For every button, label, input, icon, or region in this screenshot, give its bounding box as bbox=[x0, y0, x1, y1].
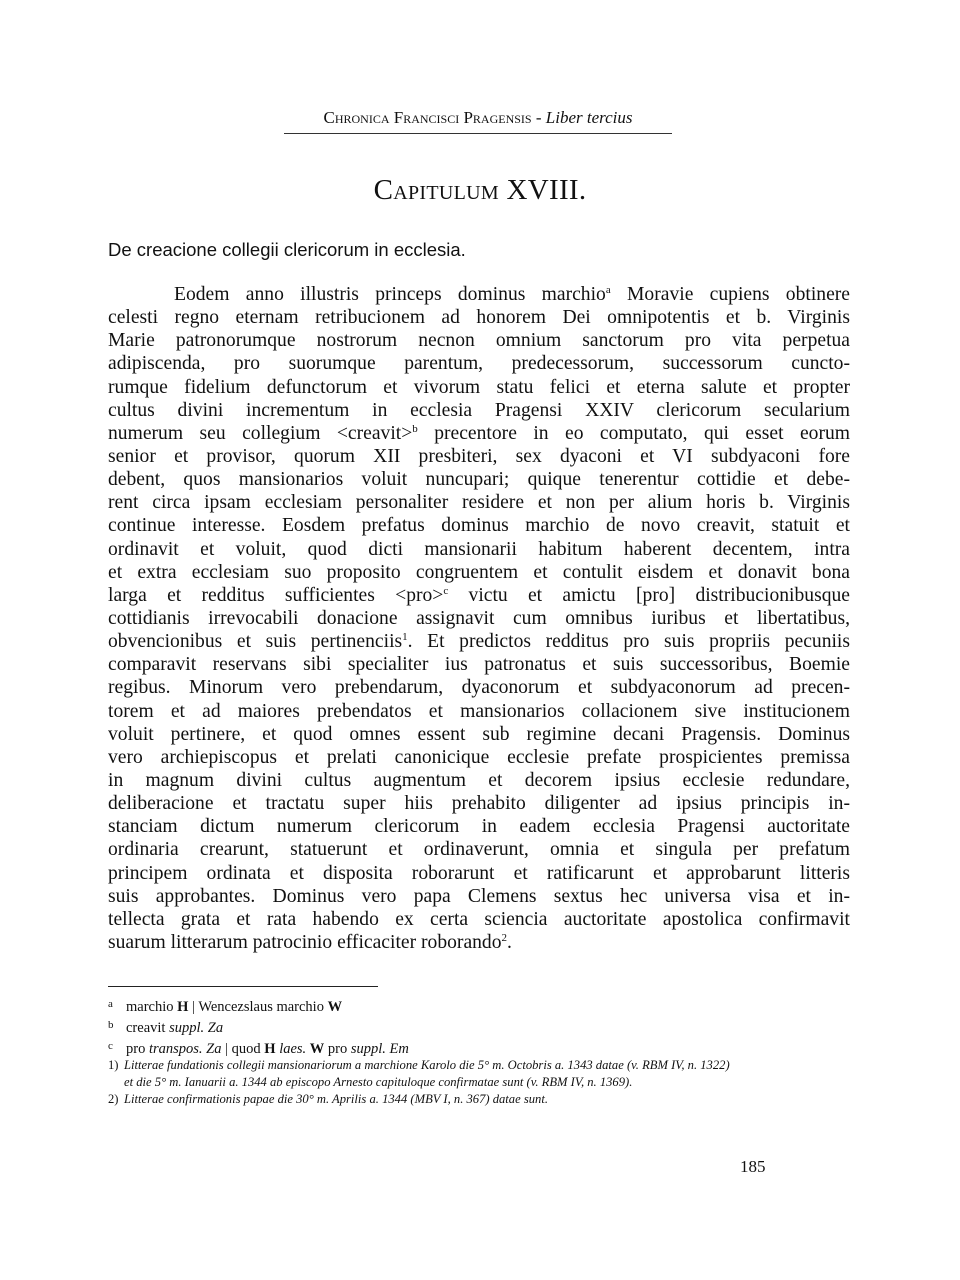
apparatus-entry bbox=[108, 994, 850, 1015]
apparatus-text: laes. bbox=[279, 1041, 307, 1057]
footnote-rule bbox=[108, 986, 378, 987]
apparatus-entry bbox=[108, 1015, 850, 1036]
body-line-text: stanciam dictum numerum clericorum in eadem ecclesia Pragensi auctoritate bbox=[108, 816, 850, 838]
body-line-text: regibus. Minorum vero prebendarum, dyaconorum et subdyaconorum ad precen- bbox=[108, 677, 850, 699]
body-line bbox=[108, 491, 850, 514]
running-head-book: Liber tercius bbox=[545, 108, 633, 127]
body-line bbox=[108, 723, 850, 746]
body-line-text: voluit pertinere, et quod omnes essent sub regimine decani Pragensis. Dominus bbox=[108, 723, 850, 745]
footnote-reference: a bbox=[605, 284, 611, 296]
apparatus-text: transpos. Za bbox=[148, 1041, 222, 1057]
body-line-text: celesti regno eternam retribucionem ad honorem Dei omnipotentis et b. Virginis bbox=[108, 307, 850, 329]
body-line bbox=[108, 653, 850, 676]
apparatus-text: pro bbox=[324, 1041, 351, 1057]
note-entry bbox=[108, 1057, 850, 1074]
apparatus-text: W bbox=[327, 999, 343, 1015]
apparatus-mark: c bbox=[108, 1040, 113, 1052]
note-entry bbox=[108, 1091, 850, 1108]
body-line bbox=[108, 283, 850, 306]
apparatus-entry bbox=[108, 1036, 850, 1057]
apparatus-mark: b bbox=[108, 1019, 114, 1031]
body-line-text: numerum seu collegium <creavit> bbox=[108, 422, 413, 444]
body-line bbox=[108, 769, 850, 792]
body-line-text: cottidianis irrevocabili donacione assignavit cum omnibus iuribus et libertatibus, bbox=[108, 607, 850, 629]
body-line-text: et extra ecclesiam suo proposito congruentem et contulit eisdem et donavit bona bbox=[108, 561, 850, 583]
body-line bbox=[108, 514, 850, 537]
body-line bbox=[108, 908, 850, 931]
body-line-text: rumque fidelium defunctorum et vivorum statu felici et eterna salute et propter bbox=[108, 376, 850, 398]
body-line-text: adipiscenda, pro suorumque parentum, predecessorum, successorum cuncto- bbox=[108, 353, 850, 375]
body-line-text: suarum litterarum patrocinio efficaciter roborando bbox=[108, 931, 502, 953]
running-head bbox=[284, 108, 672, 128]
body-line-text: principem ordinata et disposita roborarunt et ratificarunt et approbarunt litteris bbox=[108, 862, 850, 884]
body-line bbox=[108, 584, 850, 607]
body-line bbox=[108, 306, 850, 329]
footnote-reference: 1 bbox=[402, 631, 408, 644]
apparatus-text: H bbox=[264, 1041, 276, 1057]
body-line bbox=[108, 792, 850, 815]
apparatus-text: W bbox=[309, 1041, 325, 1057]
note-text: Litterae confirmationis papae die 30° m. Aprilis a. 1344 (MBV I, n. 367) datae sunt. bbox=[124, 1092, 548, 1106]
section-title: De creacione collegii clericorum in ecclesia. bbox=[108, 239, 466, 260]
body-line-text: Eodem anno illustris princeps dominus marchio bbox=[174, 284, 606, 305]
body-line-text: debent, quos mansionarios voluit nuncupari; quique tenerentur cottidie et debe- bbox=[108, 469, 850, 491]
body-line-text: senior et provisor, quorum XII presbiteri, sex dyaconi et VI subdyaconi fore bbox=[108, 445, 850, 467]
body-line-text: obvencionibus et suis pertinenciis bbox=[108, 631, 403, 653]
apparatus-text: suppl. Em bbox=[350, 1041, 409, 1057]
body-line bbox=[108, 538, 850, 561]
running-head-rule bbox=[284, 133, 672, 134]
body-line bbox=[108, 422, 850, 445]
running-head-separator: - bbox=[531, 108, 546, 127]
body-line bbox=[108, 376, 850, 399]
critical-apparatus bbox=[108, 994, 850, 1057]
apparatus-text: creavit bbox=[126, 1020, 170, 1036]
body-line-text: in magnum divini cultus augmentum et decorem ipsius ecclesie redundare, bbox=[108, 769, 850, 791]
body-line bbox=[108, 329, 850, 352]
body-line bbox=[108, 630, 850, 653]
body-line-text: precentore in eo computato, qui esset eorum bbox=[417, 422, 851, 444]
body-line-text: rent circa ipsam ecclesiam personaliter residere et non per alium horis b. Virginis bbox=[108, 492, 850, 514]
body-text bbox=[108, 283, 850, 954]
note-text: Litterae fundationis collegii mansionariorum a marchione Karolo die 5° m. Octobris a. 1343 datae (v. RBM IV, n. 1322) bbox=[124, 1058, 730, 1072]
apparatus-text: suppl. Za bbox=[169, 1020, 224, 1036]
body-line bbox=[108, 862, 850, 885]
body-line bbox=[108, 352, 850, 375]
body-line-text: torem et ad maiores prebendatos et mansionarios collacionem sive institucionem bbox=[108, 700, 850, 722]
footnote-reference: c bbox=[443, 584, 449, 597]
body-line-text: tellecta grata et rata habendo ex certa sciencia auctoritate apostolica confirmavit bbox=[108, 908, 850, 930]
footnote-reference: 2 bbox=[501, 931, 508, 944]
historical-notes bbox=[108, 1057, 850, 1108]
body-line-text: deliberacione et tractatu super hiis prehabito diligenter ad ipsius principis in- bbox=[108, 793, 850, 815]
body-line bbox=[108, 931, 850, 954]
body-line bbox=[108, 676, 850, 699]
body-line bbox=[108, 445, 850, 468]
body-line bbox=[108, 399, 850, 422]
body-line-text: victu et amictu [pro] distribucionibusque bbox=[448, 584, 850, 606]
body-line-text: comparavit reservans sibi specialiter ius patronatus et suis successoribus, Boemie bbox=[108, 654, 850, 676]
apparatus-text: | quod bbox=[221, 1041, 265, 1057]
body-line-text: . Et predictos redditus pro suis propriis pecuniis bbox=[407, 631, 851, 653]
apparatus-text: | Wencezslaus marchio bbox=[188, 999, 328, 1015]
body-line-text: continue interesse. Eosdem prefatus dominus marchio de novo creavit, statuit et bbox=[108, 515, 850, 537]
body-line-text: ordinavit et voluit, quod dicti mansionarii habitum haberent decentem, intra bbox=[108, 538, 850, 560]
body-line bbox=[108, 815, 850, 838]
body-line-text: cultus divini incrementum in ecclesia Pragensi XXIV clericorum secularium bbox=[108, 399, 850, 421]
body-line bbox=[108, 561, 850, 584]
body-line-text: Moravie cupiens obtinere bbox=[610, 284, 850, 305]
apparatus-text: marchio bbox=[126, 999, 178, 1015]
running-head-chronicle: Chronica Francisci Pragensis bbox=[323, 108, 532, 127]
body-line-text: Marie patronorumque nostrorum necnon omnium sanctorum pro vita perpetua bbox=[108, 330, 850, 352]
body-line-text: suis approbantes. Dominus vero papa Clemens sextus hec universa visa et in- bbox=[108, 885, 850, 907]
body-line bbox=[108, 838, 850, 861]
chapter-title: Capitulum XVIII. bbox=[373, 174, 587, 206]
apparatus-mark: a bbox=[108, 998, 113, 1010]
body-line bbox=[108, 885, 850, 908]
footnote-reference: b bbox=[412, 422, 418, 435]
body-line-text: larga et redditus sufficientes <pro> bbox=[108, 584, 444, 606]
page-number: 185 bbox=[740, 1157, 766, 1176]
footnotes bbox=[108, 994, 850, 1108]
apparatus-text: H bbox=[177, 999, 189, 1015]
note-continuation: et die 5° m. Ianuarii a. 1344 ab episcopo Arnesto capituloque confirmatae sunt (v. RBM IV, n. 1369). bbox=[124, 1075, 633, 1089]
body-line-text: . bbox=[507, 931, 512, 953]
body-line bbox=[108, 468, 850, 491]
body-line bbox=[108, 700, 850, 723]
note-number: 1) bbox=[108, 1058, 119, 1072]
body-line bbox=[108, 746, 850, 769]
body-line-text: vero archiepiscopus et prelati canonicique ecclesie prefate prospicientes premissa bbox=[108, 746, 850, 768]
body-line bbox=[108, 607, 850, 630]
note-number: 2) bbox=[108, 1092, 119, 1106]
apparatus-text: pro bbox=[126, 1041, 149, 1057]
body-line-text: ordinaria crearunt, statuerunt et ordinaverunt, omnia et singula per prefatum bbox=[108, 839, 850, 861]
